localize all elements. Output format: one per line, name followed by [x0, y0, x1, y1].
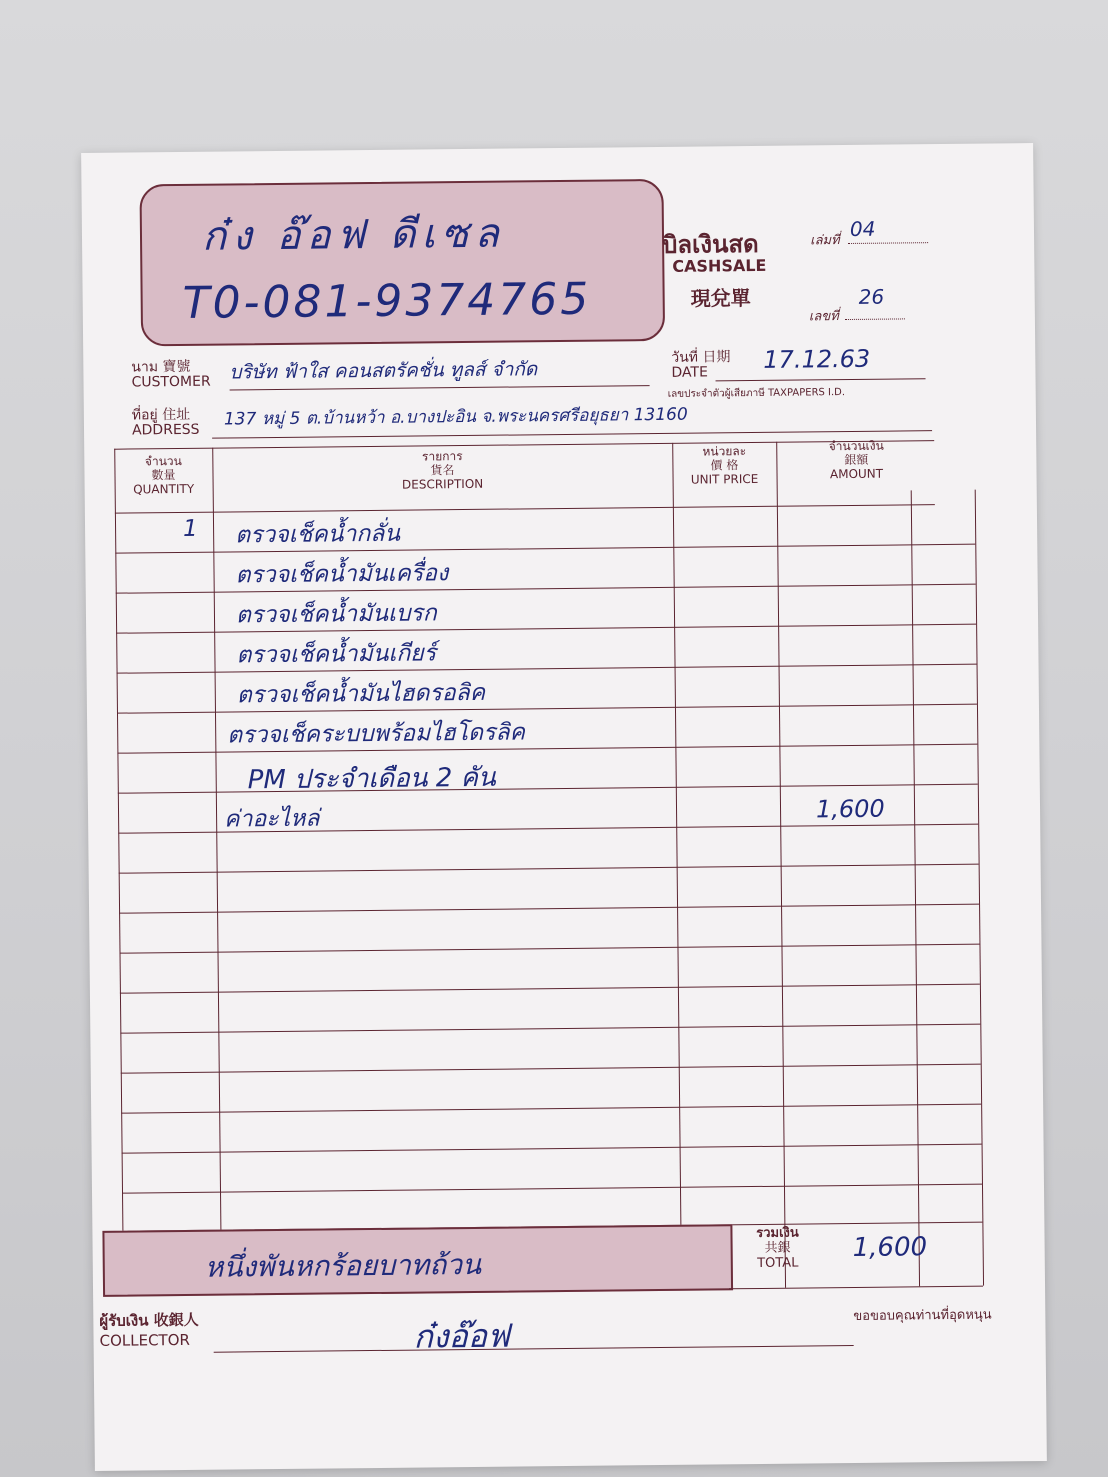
- thank-you-note: ขอขอบคุณท่านที่อุดหนุน: [853, 1307, 992, 1324]
- row-rule: [119, 864, 979, 874]
- date-label-th: วันที่ 日期: [671, 349, 731, 366]
- address-label-th: ที่อยู่ 住址: [131, 406, 191, 424]
- row-rule: [120, 944, 980, 954]
- date-value: 17.12.63: [763, 344, 871, 374]
- row-7-description: PM ประจำเดือน 2 คัน: [247, 762, 496, 796]
- total-value: 1,600: [852, 1232, 928, 1264]
- receipt-paper: [81, 143, 1047, 1471]
- row-rule: [119, 904, 979, 914]
- amount-inner-divider: [911, 490, 920, 1286]
- total-label-cn: 共銀: [764, 1240, 791, 1256]
- total-label-th: รวมเงิน: [756, 1225, 799, 1242]
- header-amount: [776, 438, 936, 482]
- table-right-border: [975, 490, 984, 1286]
- collector-label: [99, 1310, 199, 1351]
- total-label-en: TOTAL: [757, 1255, 799, 1272]
- header-quantity-cn: 數量: [151, 468, 176, 483]
- total-bottom-rule: [729, 1286, 983, 1290]
- customer-label: [131, 360, 210, 391]
- address-label-en: ADDRESS: [131, 421, 200, 439]
- header-quantity: [114, 454, 212, 497]
- header-description-en: DESCRIPTION: [401, 476, 484, 492]
- taxid-label: เลขประจำตัวผู้เสียภาษี TAXPAPERS I.D.: [667, 387, 846, 400]
- date-label-en: DATE: [671, 364, 708, 381]
- collector-underline: [214, 1345, 854, 1353]
- header-quantity-th: จำนวน: [144, 453, 182, 469]
- total-words-box: [102, 1224, 733, 1297]
- collector-label-th: ผู้รับเงิน 收銀人: [99, 1310, 199, 1330]
- row-rule: [121, 1064, 981, 1074]
- table-header-border: [115, 504, 935, 514]
- row-5-description: ตรวจเช็คน้ำมันไฮดรอลิค: [236, 679, 486, 709]
- row-1-qty: 1: [182, 515, 198, 542]
- date-underline: [716, 378, 926, 381]
- customer-label-en: CUSTOMER: [131, 373, 211, 391]
- row-rule: [120, 1024, 980, 1034]
- collector-signature: ก๋งอ๊อฟ: [413, 1316, 510, 1356]
- header-unit-price: [672, 444, 776, 487]
- row-3-description: ตรวจเช็คน้ำมันเบรก: [235, 600, 437, 629]
- header-amount-en: AMOUNT: [829, 466, 884, 482]
- book-label: เล่มที่: [810, 233, 840, 249]
- number-dotted-line: [845, 318, 905, 320]
- row-rule: [121, 1104, 981, 1114]
- address-label: [132, 408, 200, 439]
- title-thai: บิลเงินสด: [661, 229, 759, 259]
- collector-label-en: COLLECTOR: [99, 1330, 190, 1350]
- shop-stamp: [139, 179, 665, 346]
- customer-label-th: นาม 寶號: [131, 358, 191, 376]
- header-amount-cn: 銀額: [844, 452, 869, 468]
- header-quantity-en: QUANTITY: [133, 481, 195, 497]
- total-in-words: หนึ่งพันหกร้อยบาทถ้วน: [204, 1247, 482, 1284]
- header-description-th: รายการ: [421, 449, 463, 464]
- row-1-description: ตรวจเช็คน้ำกลั่น: [235, 520, 401, 549]
- book-dotted-line: [848, 242, 928, 244]
- date-label: [671, 350, 730, 381]
- header-unit-price-en: UNIT PRICE: [690, 471, 759, 487]
- header-unit-price-th: หน่วยละ: [702, 444, 747, 459]
- row-2-description: ตรวจเช็คน้ำมันเครื่อง: [235, 560, 449, 589]
- total-label: [742, 1225, 812, 1271]
- row-rule: [122, 1184, 982, 1194]
- header-amount-th: จำนวนเงิน: [828, 438, 884, 454]
- address-value: 137 หมู่ 5 ต.บ้านหว้า อ.บางปะอิน จ.พระนครศรีอยุธยา 13160: [223, 404, 688, 430]
- row-6-description: ตรวจเช็คระบบพร้อมไฮโดรลิค: [227, 719, 526, 749]
- row-rule: [122, 1144, 982, 1154]
- row-8-amount: 1,600: [815, 794, 885, 824]
- header-description: [212, 447, 672, 494]
- book-value: 04: [849, 216, 876, 241]
- row-4-description: ตรวจเช็คน้ำมันเกียร์: [236, 640, 437, 669]
- title-chinese: 現兌單: [690, 286, 751, 311]
- stamp-phone: T0-081-9374765: [182, 273, 592, 329]
- stamp-shop-name: ก๋ง อ๊อฟ ดีเซล: [201, 210, 506, 260]
- title-english: CASHSALE: [672, 255, 767, 276]
- number-value: 26: [858, 284, 885, 309]
- header-description-cn: 貨名: [430, 463, 455, 478]
- row-8-description: ค่าอะไหล่: [223, 805, 320, 833]
- customer-name: บริษัท ฟ้าใส คอนสตรัคชั่น ทูลส์ จำกัด: [229, 358, 538, 384]
- header-unit-price-cn: 價 格: [710, 458, 739, 473]
- number-label: เลขที่: [808, 309, 839, 325]
- row-rule: [120, 984, 980, 994]
